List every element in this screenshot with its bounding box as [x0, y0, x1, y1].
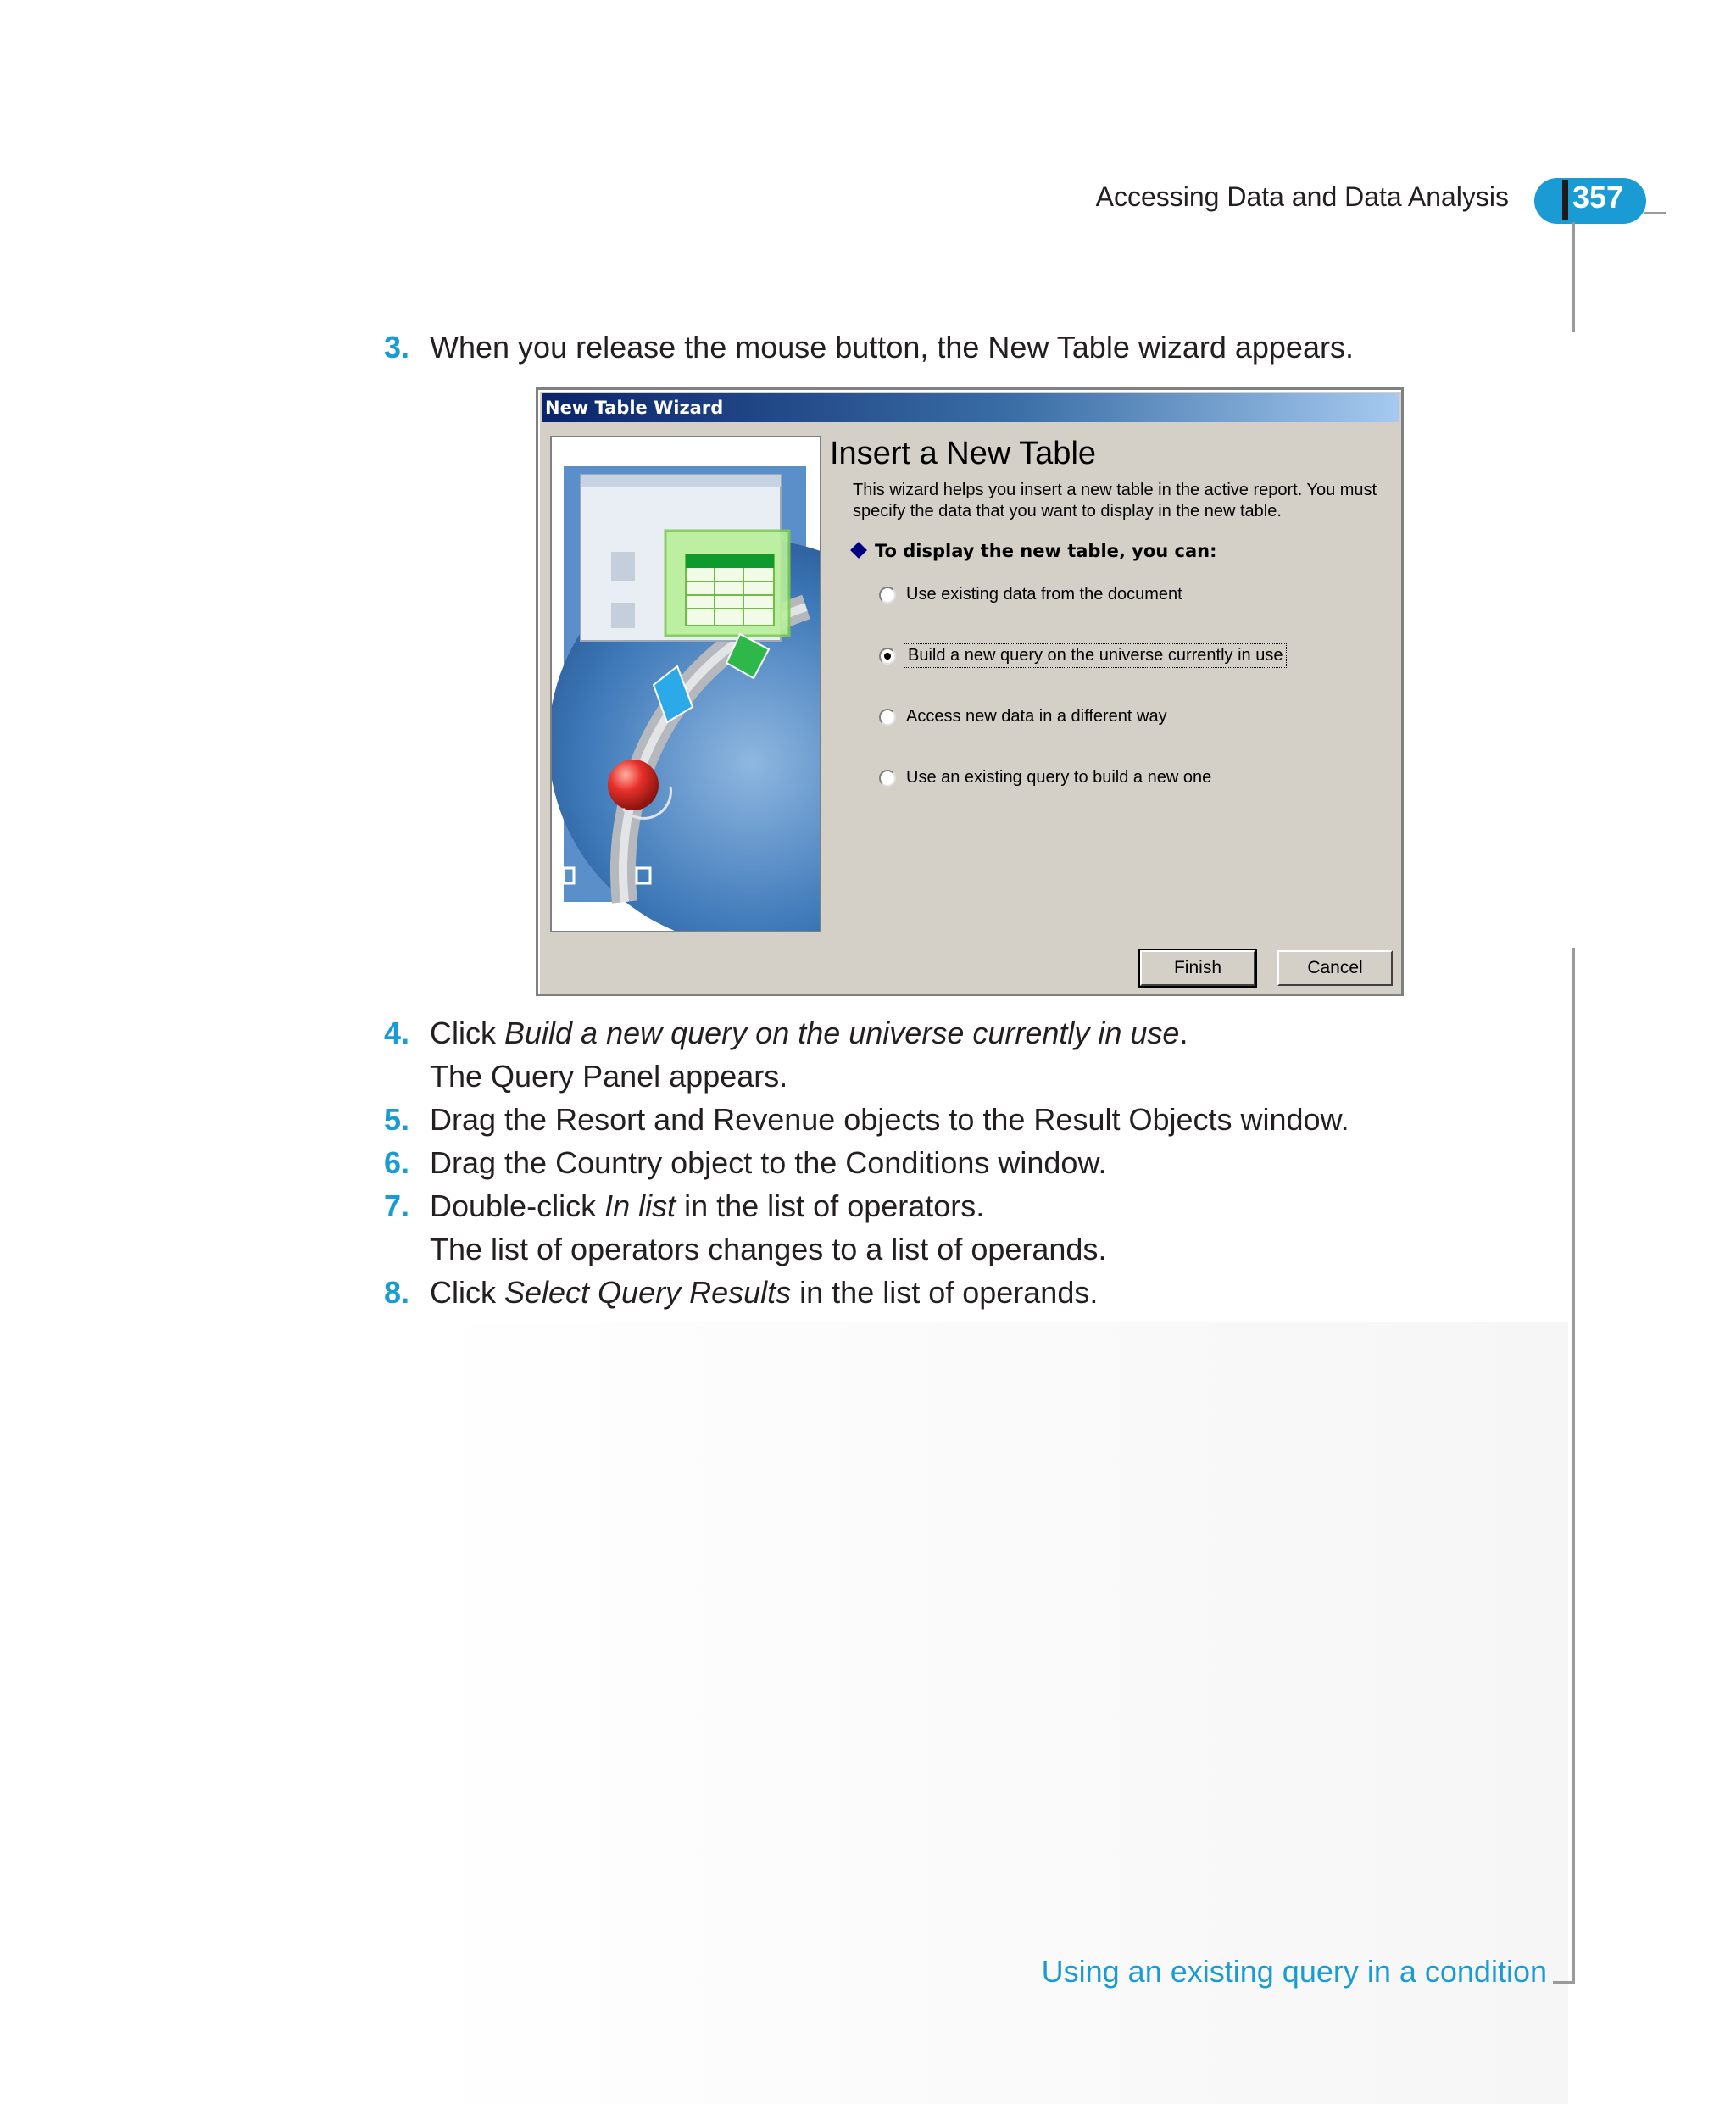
step-text-post: in the list of operators.	[676, 1188, 985, 1223]
option-build-new-query[interactable]	[879, 646, 1284, 665]
finish-button[interactable]: Finish	[1140, 950, 1255, 986]
step-text: Drag the Country object to the Conditions window.	[430, 1145, 1107, 1180]
wizard-illustration	[550, 436, 821, 932]
page-number: 357	[1572, 180, 1624, 214]
radio-button[interactable]	[879, 709, 896, 726]
dialog-description: This wizard helps you insert a new table in the active report. You must specify the data that you want to display in the new table.	[853, 481, 1377, 520]
step-text-pre: Double-click	[430, 1188, 605, 1223]
cancel-button[interactable]: Cancel	[1277, 950, 1393, 986]
page-tab-bar	[1562, 180, 1568, 220]
step-4	[384, 1015, 1188, 1052]
dialog-prompt-text: To display the new table, you can:	[875, 541, 1217, 561]
option-label: Use an existing query to build a new one	[906, 768, 1212, 787]
step-text-italic: In list	[604, 1188, 676, 1223]
footer-topic-link[interactable]: Using an existing query in a condition	[1041, 1954, 1547, 1989]
step-5	[384, 1101, 1349, 1138]
step-3	[384, 329, 1354, 366]
dialog-heading: Insert a New Table	[830, 436, 1097, 471]
option-label: Build a new query on the universe currently in use	[908, 646, 1283, 665]
option-access-new-data[interactable]	[879, 707, 1167, 726]
diamond-bullet-icon	[850, 542, 867, 559]
step-number: 6.	[384, 1145, 410, 1180]
wizard-illustration-icon	[552, 437, 820, 931]
radio-button[interactable]	[879, 587, 896, 604]
margin-rule-bottom	[1572, 948, 1575, 1984]
radio-button-selected[interactable]	[879, 648, 896, 665]
footer-rule	[1553, 1981, 1575, 1984]
dialog-titlebar[interactable]: New Table Wizard	[542, 393, 1399, 422]
step-7-continuation: The list of operators changes to a list of operands.	[430, 1232, 1107, 1266]
step-text: When you release the mouse button, the New Table wizard appears.	[430, 330, 1354, 365]
step-number: 5.	[384, 1102, 410, 1137]
step-6	[384, 1144, 1106, 1182]
step-4-continuation: The Query Panel appears.	[430, 1059, 788, 1094]
margin-rule-top	[1572, 222, 1575, 332]
new-table-wizard-dialog	[536, 387, 1404, 996]
step-text: Drag the Resort and Revenue objects to the Result Objects window.	[430, 1102, 1349, 1137]
step-number: 8.	[384, 1275, 410, 1310]
step-number: 3.	[384, 330, 410, 365]
step-number: 4.	[384, 1016, 410, 1050]
dialog-prompt	[853, 541, 1217, 561]
step-text-post: in the list of operands.	[791, 1275, 1099, 1310]
option-label: Use existing data from the document	[906, 585, 1182, 604]
running-head: Accessing Data and Data Analysis	[1095, 181, 1509, 212]
step-text-pre: Click	[430, 1275, 504, 1310]
option-use-existing-query[interactable]	[879, 768, 1211, 788]
step-text-post: .	[1179, 1016, 1188, 1050]
option-use-existing-data[interactable]	[879, 585, 1182, 604]
step-number: 7.	[384, 1188, 410, 1223]
option-label: Access new data in a different way	[906, 707, 1167, 726]
radio-button[interactable]	[879, 770, 896, 787]
step-8	[384, 1274, 1098, 1311]
step-7	[384, 1188, 984, 1225]
step-text-pre: Click	[430, 1016, 504, 1050]
tab-rule	[1644, 212, 1666, 214]
step-text-italic: Select Query Results	[504, 1275, 792, 1310]
step-text-italic: Build a new query on the universe currently in use	[504, 1016, 1180, 1050]
